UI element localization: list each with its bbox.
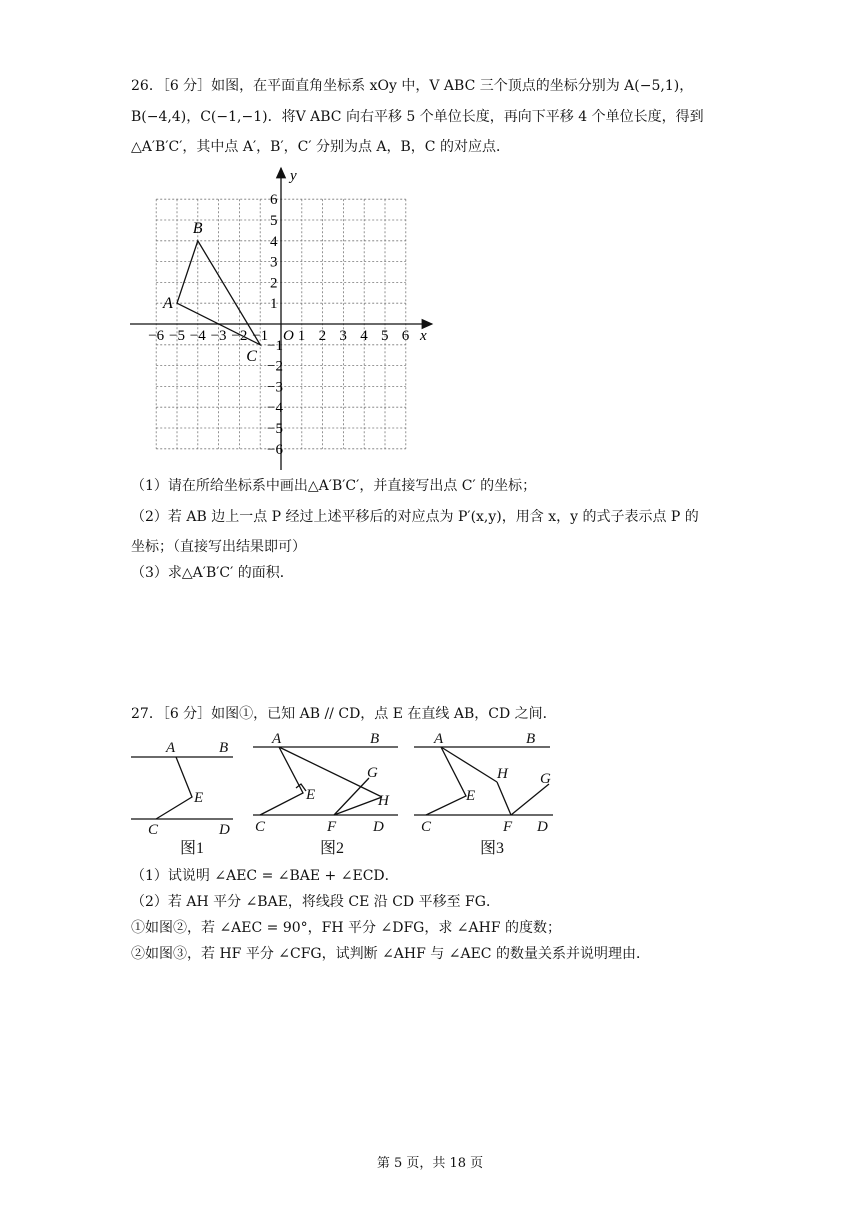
- svg-text:H: H: [378, 793, 389, 809]
- fig3-segment-hf: [497, 782, 511, 815]
- x-tick-label: −3: [210, 328, 227, 344]
- svg-text:G: G: [367, 765, 378, 781]
- x-tick-label: −4: [189, 328, 206, 344]
- q26-sub2a: （2）若 AB 边上一点 P 经过上述平移后的对应点为 P′(x,y)，用含 x，y 的式子表示点 P 的: [131, 509, 699, 525]
- svg-text:B: B: [370, 731, 380, 747]
- y-tick-label: −4: [267, 400, 283, 417]
- svg-text:E: E: [194, 790, 204, 806]
- svg-text:H: H: [497, 766, 508, 782]
- svg-text:G: G: [540, 771, 551, 787]
- y-tick-label: −1: [267, 337, 283, 354]
- coordinate-graph: [120, 160, 450, 475]
- svg-text:F: F: [503, 819, 513, 835]
- x-tick-label: 6: [401, 328, 410, 344]
- y-tick-label: −3: [267, 379, 283, 396]
- y-tick-label: 4: [270, 233, 278, 250]
- y-tick-label: 2: [270, 275, 278, 292]
- y-tick-label: −5: [267, 421, 283, 437]
- x-axis-label: x: [420, 328, 427, 344]
- svg-text:E: E: [306, 787, 316, 803]
- fig1-path-aec: [156, 757, 192, 819]
- q27-sub1: （1）试说明 ∠AEC = ∠BAE + ∠ECD．: [131, 868, 399, 884]
- svg-text:D: D: [373, 819, 384, 835]
- q27-line1: 27．［6 分］如图①，已知 AB // CD，点 E 在直线 AB，CD 之间．: [131, 706, 557, 722]
- x-tick-label: −2: [231, 328, 248, 344]
- svg-text:F: F: [327, 819, 337, 835]
- q26-sub3: （3）求△A′B′C′ 的面积．: [131, 565, 294, 581]
- q26-line2: B(−4,4)，C(−1,−1)．将V ABC 向右平移 5 个单位长度，再向下平移 4 个单位长度，得到: [131, 109, 704, 125]
- q26-sub2b: 坐标；（直接写出结果即可）: [131, 539, 306, 555]
- y-tick-label: −2: [267, 358, 283, 375]
- vertex-label-c: C: [246, 347, 257, 365]
- svg-text:A: A: [166, 740, 176, 756]
- geometry-figures: [120, 730, 570, 860]
- y-tick-label: −6: [267, 441, 283, 458]
- vertex-label-a: A: [163, 295, 173, 313]
- y-tick-label: 6: [270, 192, 278, 209]
- svg-text:E: E: [466, 788, 476, 804]
- q27-sub2: （2）若 AH 平分 ∠BAE，将线段 CE 沿 CD 平移至 FG．: [131, 894, 500, 910]
- x-tick-label: 3: [339, 328, 347, 344]
- svg-text:C: C: [421, 819, 432, 835]
- fig2-path-hfg: [334, 778, 382, 815]
- x-tick-label: 2: [318, 328, 327, 344]
- origin-label: O: [283, 328, 294, 344]
- fig1-caption: 图1: [180, 840, 205, 857]
- vertex-label-b: B: [192, 219, 203, 237]
- svg-text:B: B: [219, 740, 229, 756]
- fig3-caption: 图3: [480, 840, 505, 857]
- x-tick-label: −5: [169, 328, 185, 344]
- x-tick-label: −1: [252, 328, 269, 344]
- y-tick-label: 1: [270, 296, 278, 313]
- q27-sub2-1: ①如图②，若 ∠AEC = 90°，FH 平分 ∠DFG，求 ∠AHF 的度数；: [131, 920, 562, 936]
- svg-text:A: A: [434, 731, 444, 747]
- q26-sub1: （1）请在所给坐标系中画出△A′B′C′，并直接写出点 C′ 的坐标；: [131, 478, 537, 494]
- q27-sub2-2: ②如图③，若 HF 平分 ∠CFG，试判断 ∠AHF 与 ∠AEC 的数量关系并说明理由．: [131, 946, 650, 962]
- svg-text:A: A: [272, 731, 282, 747]
- x-tick-label: 4: [360, 328, 368, 344]
- x-tick-label: −6: [148, 328, 165, 344]
- y-tick-label: 3: [270, 254, 278, 271]
- q26-line1: 26．［6 分］如图，在平面直角坐标系 xOy 中，V ABC 三个顶点的坐标分别为 A(−5,1)，: [131, 78, 694, 94]
- y-tick-label: 5: [270, 213, 278, 229]
- svg-text:B: B: [526, 731, 536, 747]
- fig2-caption: 图2: [320, 840, 345, 857]
- svg-text:C: C: [255, 819, 266, 835]
- page-footer: 第 5 页，共 18 页: [376, 1156, 484, 1171]
- q26-line3: △A′B′C′，其中点 A′，B′，C′ 分别为点 A，B，C 的对应点．: [131, 139, 510, 155]
- svg-text:D: D: [219, 822, 230, 838]
- x-tick-label: 5: [381, 328, 389, 344]
- fig3-path-aec: [426, 747, 466, 815]
- svg-text:C: C: [148, 822, 159, 838]
- svg-text:D: D: [537, 819, 548, 835]
- y-axis-label: y: [290, 168, 297, 184]
- x-tick-label: 1: [297, 328, 306, 344]
- fig2-path-aec: [260, 747, 303, 815]
- fig3-segment-fg: [511, 784, 549, 815]
